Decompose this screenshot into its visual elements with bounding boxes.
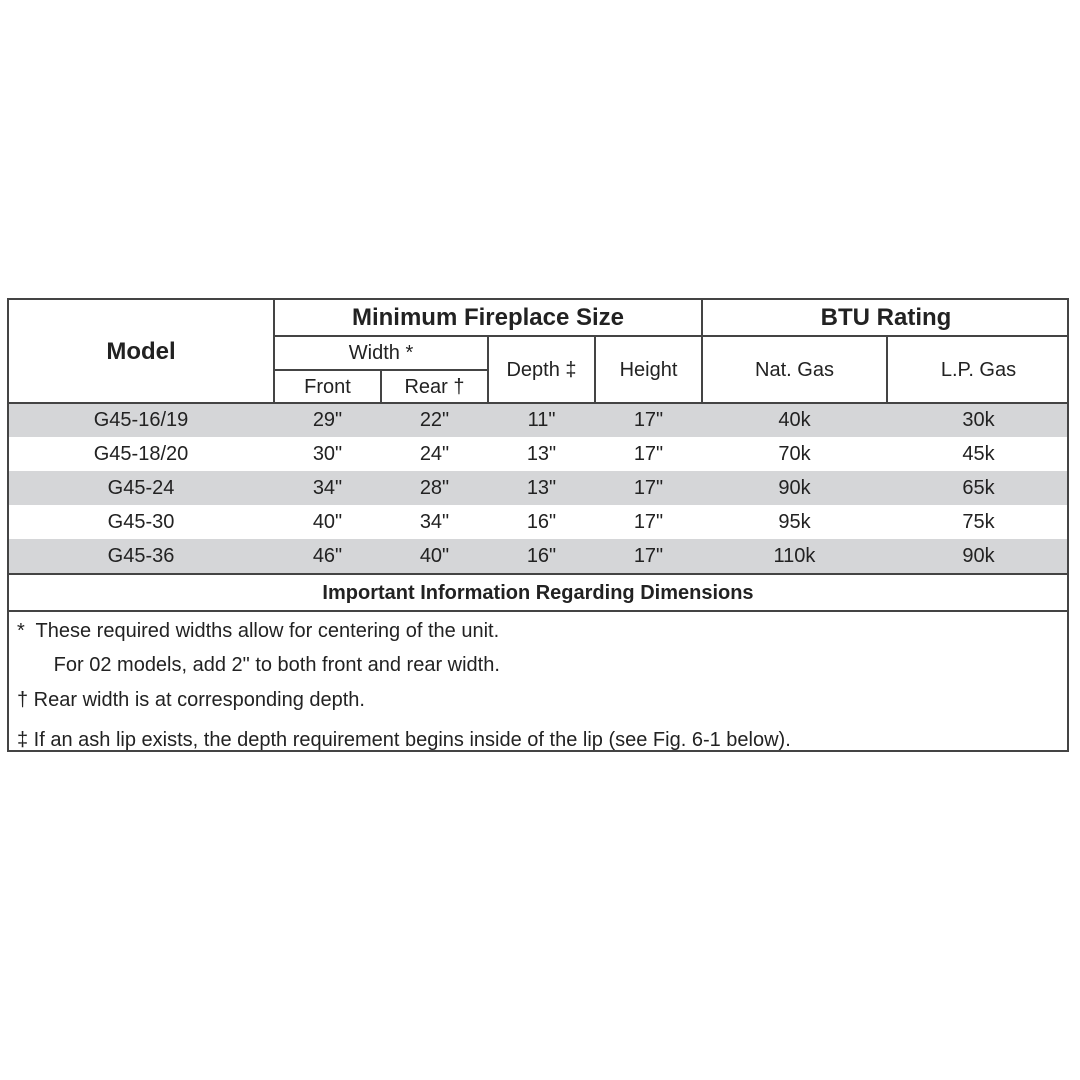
note-asterisk: * These required widths allow for centering of the unit. bbox=[17, 620, 500, 642]
cell-lp-gas: 75k bbox=[962, 510, 995, 533]
cell-model: G45-24 bbox=[107, 476, 175, 499]
cell-front-width: 29" bbox=[312, 408, 343, 431]
cell-nat-gas: 95k bbox=[778, 510, 811, 533]
fireplace-size-table bbox=[7, 298, 1069, 752]
header-front: Front bbox=[304, 375, 351, 398]
cell-lp-gas: 45k bbox=[962, 442, 995, 465]
cell-front-width: 30" bbox=[312, 442, 343, 465]
cell-rear-width: 24" bbox=[419, 442, 450, 465]
cell-depth: 13" bbox=[526, 476, 557, 499]
cell-model: G45-36 bbox=[107, 544, 175, 567]
cell-depth: 16" bbox=[526, 544, 557, 567]
header-rear: Rear † bbox=[404, 375, 465, 398]
cell-rear-width: 22" bbox=[419, 408, 450, 431]
cell-nat-gas: 90k bbox=[778, 476, 811, 499]
cell-rear-width: 28" bbox=[419, 476, 450, 499]
cell-height: 17" bbox=[633, 442, 664, 465]
cell-model: G45-18/20 bbox=[93, 442, 189, 465]
cell-front-width: 40" bbox=[312, 510, 343, 533]
header-width: Width * bbox=[348, 341, 414, 364]
cell-depth: 16" bbox=[526, 510, 557, 533]
cell-lp-gas: 30k bbox=[962, 408, 995, 431]
header-height: Height bbox=[619, 358, 678, 381]
header-min-fireplace-size: Minimum Fireplace Size bbox=[351, 304, 625, 331]
header-lp-gas: L.P. Gas bbox=[940, 358, 1017, 381]
header-btu-rating: BTU Rating bbox=[820, 304, 952, 331]
cell-front-width: 46" bbox=[312, 544, 343, 567]
cell-model: G45-16/19 bbox=[93, 408, 189, 431]
cell-nat-gas: 70k bbox=[778, 442, 811, 465]
cell-lp-gas: 90k bbox=[962, 544, 995, 567]
cell-depth: 13" bbox=[526, 442, 557, 465]
note-dagger: † Rear width is at corresponding depth. bbox=[17, 689, 365, 711]
cell-height: 17" bbox=[633, 544, 664, 567]
note-double-dagger: ‡ If an ash lip exists, the depth requirement begins inside of the lip (see Fig. 6-1 below). bbox=[17, 729, 791, 751]
cell-rear-width: 34" bbox=[419, 510, 450, 533]
header-depth: Depth ‡ bbox=[506, 358, 577, 381]
cell-height: 17" bbox=[633, 476, 664, 499]
cell-front-width: 34" bbox=[312, 476, 343, 499]
cell-rear-width: 40" bbox=[419, 544, 450, 567]
header-nat-gas: Nat. Gas bbox=[755, 358, 834, 381]
cell-lp-gas: 65k bbox=[962, 476, 995, 499]
header-model: Model bbox=[106, 337, 176, 365]
note-02-models: For 02 models, add 2" to both front and rear width. bbox=[37, 654, 500, 676]
info-title: Important Information Regarding Dimensions bbox=[322, 581, 754, 604]
cell-model: G45-30 bbox=[107, 510, 175, 533]
cell-height: 17" bbox=[633, 510, 664, 533]
cell-height: 17" bbox=[633, 408, 664, 431]
cell-depth: 11" bbox=[527, 408, 556, 431]
cell-nat-gas: 40k bbox=[778, 408, 811, 431]
cell-nat-gas: 110k bbox=[773, 544, 816, 567]
